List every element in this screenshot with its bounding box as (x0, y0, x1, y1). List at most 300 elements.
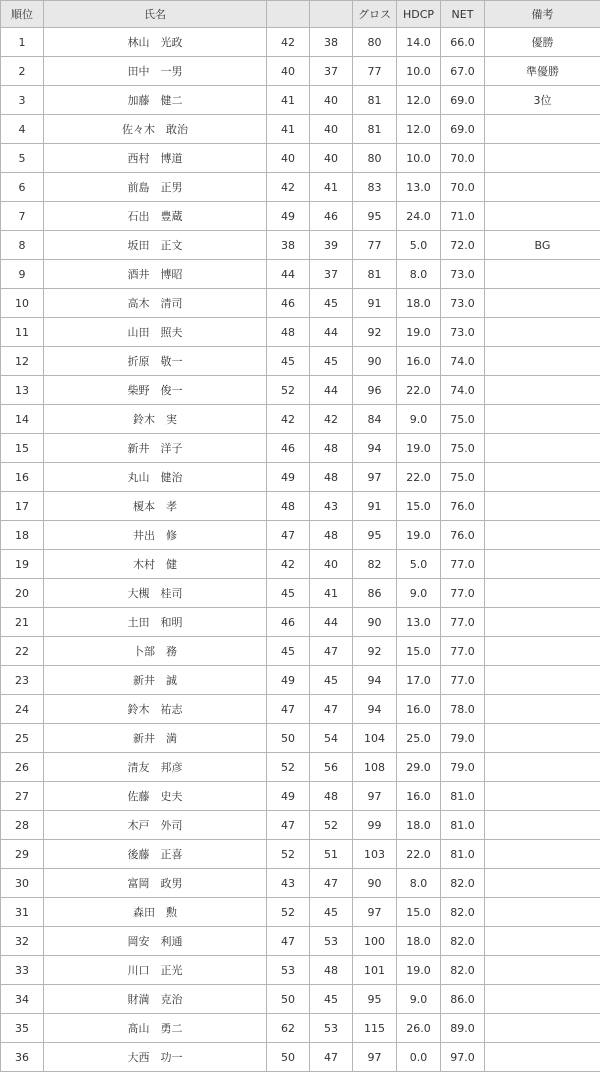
table-row (1, 840, 600, 869)
hdcp-cell: 22.0 (397, 840, 441, 869)
rank-cell: 2 (1, 57, 44, 86)
hdcp-cell: 8.0 (397, 869, 441, 898)
name-cell: 財満 克治 (44, 985, 267, 1014)
table-row (1, 666, 600, 695)
net-cell: 79.0 (441, 724, 485, 753)
hdcp-cell: 17.0 (397, 666, 441, 695)
hdcp-cell: 18.0 (397, 811, 441, 840)
hdcp-cell: 13.0 (397, 173, 441, 202)
in-score-cell: 45 (310, 985, 353, 1014)
rank-cell: 27 (1, 782, 44, 811)
in-score-cell: 38 (310, 28, 353, 57)
net-cell: 89.0 (441, 1014, 485, 1043)
rank-cell: 5 (1, 144, 44, 173)
net-cell: 73.0 (441, 260, 485, 289)
net-cell: 81.0 (441, 840, 485, 869)
out-score-cell: 47 (267, 927, 310, 956)
note-cell (485, 956, 600, 985)
table-row (1, 550, 600, 579)
header-name: 氏名 (44, 1, 267, 28)
gross-cell: 77 (353, 231, 397, 260)
hdcp-cell: 12.0 (397, 86, 441, 115)
in-score-cell: 42 (310, 405, 353, 434)
net-cell: 86.0 (441, 985, 485, 1014)
gross-cell: 92 (353, 637, 397, 666)
net-cell: 72.0 (441, 231, 485, 260)
net-cell: 81.0 (441, 782, 485, 811)
note-cell (485, 1043, 600, 1072)
rank-cell: 18 (1, 521, 44, 550)
table-row (1, 782, 600, 811)
in-score-cell: 45 (310, 289, 353, 318)
out-score-cell: 45 (267, 637, 310, 666)
net-cell: 79.0 (441, 753, 485, 782)
out-score-cell: 62 (267, 1014, 310, 1043)
gross-cell: 82 (353, 550, 397, 579)
rank-cell: 29 (1, 840, 44, 869)
in-score-cell: 44 (310, 608, 353, 637)
note-cell: 準優勝 (485, 57, 600, 86)
hdcp-cell: 22.0 (397, 376, 441, 405)
name-cell: 井出 修 (44, 521, 267, 550)
rank-cell: 23 (1, 666, 44, 695)
hdcp-cell: 10.0 (397, 57, 441, 86)
in-score-cell: 44 (310, 318, 353, 347)
table-row (1, 492, 600, 521)
table-row (1, 434, 600, 463)
table-row (1, 579, 600, 608)
note-cell (485, 985, 600, 1014)
note-cell (485, 1014, 600, 1043)
name-cell: 佐々木 敢治 (44, 115, 267, 144)
note-cell (485, 840, 600, 869)
table-row (1, 347, 600, 376)
rank-cell: 14 (1, 405, 44, 434)
table-row (1, 956, 600, 985)
rank-cell: 32 (1, 927, 44, 956)
name-cell: 山田 照夫 (44, 318, 267, 347)
in-score-cell: 56 (310, 753, 353, 782)
hdcp-cell: 16.0 (397, 782, 441, 811)
gross-cell: 81 (353, 115, 397, 144)
out-score-cell: 41 (267, 115, 310, 144)
hdcp-cell: 9.0 (397, 579, 441, 608)
rank-cell: 24 (1, 695, 44, 724)
net-cell: 73.0 (441, 318, 485, 347)
net-cell: 76.0 (441, 521, 485, 550)
hdcp-cell: 15.0 (397, 492, 441, 521)
note-cell (485, 898, 600, 927)
note-cell: 3位 (485, 86, 600, 115)
rank-cell: 36 (1, 1043, 44, 1072)
table-row (1, 376, 600, 405)
net-cell: 69.0 (441, 86, 485, 115)
gross-cell: 84 (353, 405, 397, 434)
gross-cell: 91 (353, 492, 397, 521)
note-cell (485, 289, 600, 318)
net-cell: 82.0 (441, 869, 485, 898)
out-score-cell: 42 (267, 173, 310, 202)
rank-cell: 15 (1, 434, 44, 463)
gross-cell: 94 (353, 434, 397, 463)
in-score-cell: 47 (310, 869, 353, 898)
net-cell: 81.0 (441, 811, 485, 840)
name-cell: 酒井 博昭 (44, 260, 267, 289)
net-cell: 70.0 (441, 173, 485, 202)
in-score-cell: 52 (310, 811, 353, 840)
rank-cell: 4 (1, 115, 44, 144)
rank-cell: 34 (1, 985, 44, 1014)
note-cell (485, 434, 600, 463)
gross-cell: 95 (353, 985, 397, 1014)
gross-cell: 97 (353, 463, 397, 492)
out-score-cell: 42 (267, 28, 310, 57)
net-cell: 74.0 (441, 347, 485, 376)
out-score-cell: 42 (267, 550, 310, 579)
note-cell (485, 405, 600, 434)
table-row (1, 753, 600, 782)
name-cell: 高木 清司 (44, 289, 267, 318)
table-row (1, 898, 600, 927)
out-score-cell: 41 (267, 86, 310, 115)
net-cell: 82.0 (441, 927, 485, 956)
in-score-cell: 40 (310, 115, 353, 144)
net-cell: 71.0 (441, 202, 485, 231)
table-row (1, 173, 600, 202)
in-score-cell: 47 (310, 637, 353, 666)
name-cell: 鈴木 祐志 (44, 695, 267, 724)
out-score-cell: 40 (267, 144, 310, 173)
rank-cell: 25 (1, 724, 44, 753)
in-score-cell: 39 (310, 231, 353, 260)
out-score-cell: 50 (267, 724, 310, 753)
out-score-cell: 50 (267, 1043, 310, 1072)
hdcp-cell: 18.0 (397, 927, 441, 956)
hdcp-cell: 19.0 (397, 956, 441, 985)
hdcp-cell: 26.0 (397, 1014, 441, 1043)
table-row (1, 144, 600, 173)
out-score-cell: 49 (267, 202, 310, 231)
gross-cell: 90 (353, 869, 397, 898)
gross-cell: 86 (353, 579, 397, 608)
name-cell: 石出 豊蔵 (44, 202, 267, 231)
out-score-cell: 49 (267, 782, 310, 811)
name-cell: 新井 満 (44, 724, 267, 753)
in-score-cell: 41 (310, 173, 353, 202)
hdcp-cell: 9.0 (397, 985, 441, 1014)
name-cell: 大西 功一 (44, 1043, 267, 1072)
name-cell: 川口 正光 (44, 956, 267, 985)
hdcp-cell: 25.0 (397, 724, 441, 753)
gross-cell: 97 (353, 1043, 397, 1072)
table-row (1, 985, 600, 1014)
name-cell: 森田 勲 (44, 898, 267, 927)
name-cell: 大槻 桂司 (44, 579, 267, 608)
note-cell (485, 695, 600, 724)
hdcp-cell: 16.0 (397, 695, 441, 724)
note-cell: BG (485, 231, 600, 260)
gross-cell: 99 (353, 811, 397, 840)
gross-cell: 90 (353, 347, 397, 376)
gross-cell: 92 (353, 318, 397, 347)
rank-cell: 35 (1, 1014, 44, 1043)
name-cell: 鈴木 実 (44, 405, 267, 434)
net-cell: 67.0 (441, 57, 485, 86)
table-row (1, 405, 600, 434)
name-cell: 丸山 健治 (44, 463, 267, 492)
header-net: NET (441, 1, 485, 28)
note-cell (485, 608, 600, 637)
table-header (1, 1, 600, 28)
in-score-cell: 44 (310, 376, 353, 405)
table-row (1, 695, 600, 724)
rank-cell: 13 (1, 376, 44, 405)
table-row (1, 1043, 600, 1072)
rank-cell: 17 (1, 492, 44, 521)
table-body (1, 28, 600, 1072)
in-score-cell: 41 (310, 579, 353, 608)
net-cell: 77.0 (441, 579, 485, 608)
gross-cell: 101 (353, 956, 397, 985)
in-score-cell: 48 (310, 521, 353, 550)
in-score-cell: 48 (310, 782, 353, 811)
table-row (1, 57, 600, 86)
name-cell: 富岡 政男 (44, 869, 267, 898)
net-cell: 75.0 (441, 405, 485, 434)
note-cell (485, 724, 600, 753)
in-score-cell: 37 (310, 57, 353, 86)
in-score-cell: 46 (310, 202, 353, 231)
note-cell (485, 579, 600, 608)
rank-cell: 9 (1, 260, 44, 289)
table-row (1, 318, 600, 347)
table-row (1, 637, 600, 666)
net-cell: 70.0 (441, 144, 485, 173)
in-score-cell: 53 (310, 927, 353, 956)
table-row (1, 86, 600, 115)
out-score-cell: 52 (267, 753, 310, 782)
name-cell: 林山 光政 (44, 28, 267, 57)
in-score-cell: 53 (310, 1014, 353, 1043)
name-cell: 木戸 外司 (44, 811, 267, 840)
out-score-cell: 46 (267, 434, 310, 463)
name-cell: 新井 誠 (44, 666, 267, 695)
out-score-cell: 43 (267, 869, 310, 898)
table-row (1, 811, 600, 840)
out-score-cell: 45 (267, 347, 310, 376)
note-cell (485, 666, 600, 695)
gross-cell: 80 (353, 28, 397, 57)
header-in (310, 1, 353, 28)
gross-cell: 91 (353, 289, 397, 318)
header-row (1, 1, 600, 28)
note-cell (485, 347, 600, 376)
net-cell: 77.0 (441, 666, 485, 695)
out-score-cell: 42 (267, 405, 310, 434)
hdcp-cell: 8.0 (397, 260, 441, 289)
name-cell: 加藤 健二 (44, 86, 267, 115)
header-rank: 順位 (1, 1, 44, 28)
name-cell: 佐藤 史夫 (44, 782, 267, 811)
note-cell (485, 492, 600, 521)
in-score-cell: 48 (310, 956, 353, 985)
name-cell: 柴野 俊一 (44, 376, 267, 405)
hdcp-cell: 14.0 (397, 28, 441, 57)
hdcp-cell: 18.0 (397, 289, 441, 318)
hdcp-cell: 19.0 (397, 318, 441, 347)
note-cell (485, 927, 600, 956)
out-score-cell: 47 (267, 695, 310, 724)
rank-cell: 3 (1, 86, 44, 115)
hdcp-cell: 19.0 (397, 434, 441, 463)
gross-cell: 77 (353, 57, 397, 86)
out-score-cell: 52 (267, 840, 310, 869)
net-cell: 78.0 (441, 695, 485, 724)
in-score-cell: 47 (310, 1043, 353, 1072)
rank-cell: 28 (1, 811, 44, 840)
net-cell: 75.0 (441, 463, 485, 492)
net-cell: 74.0 (441, 376, 485, 405)
rank-cell: 6 (1, 173, 44, 202)
in-score-cell: 48 (310, 463, 353, 492)
net-cell: 97.0 (441, 1043, 485, 1072)
table-row (1, 260, 600, 289)
table-row (1, 608, 600, 637)
out-score-cell: 44 (267, 260, 310, 289)
rank-cell: 33 (1, 956, 44, 985)
name-cell: 卜部 務 (44, 637, 267, 666)
note-cell: 優勝 (485, 28, 600, 57)
header-hdcp: HDCP (397, 1, 441, 28)
name-cell: 髙山 勇二 (44, 1014, 267, 1043)
net-cell: 82.0 (441, 898, 485, 927)
gross-cell: 100 (353, 927, 397, 956)
net-cell: 77.0 (441, 608, 485, 637)
in-score-cell: 43 (310, 492, 353, 521)
hdcp-cell: 15.0 (397, 637, 441, 666)
rank-cell: 11 (1, 318, 44, 347)
gross-cell: 81 (353, 260, 397, 289)
out-score-cell: 47 (267, 811, 310, 840)
gross-cell: 80 (353, 144, 397, 173)
name-cell: 土田 和明 (44, 608, 267, 637)
out-score-cell: 40 (267, 57, 310, 86)
table-row (1, 289, 600, 318)
net-cell: 82.0 (441, 956, 485, 985)
table-row (1, 463, 600, 492)
hdcp-cell: 5.0 (397, 550, 441, 579)
header-note: 備考 (485, 1, 600, 28)
in-score-cell: 54 (310, 724, 353, 753)
in-score-cell: 37 (310, 260, 353, 289)
out-score-cell: 46 (267, 289, 310, 318)
rank-cell: 1 (1, 28, 44, 57)
name-cell: 木村 健 (44, 550, 267, 579)
name-cell: 後藤 正喜 (44, 840, 267, 869)
note-cell (485, 318, 600, 347)
rank-cell: 12 (1, 347, 44, 376)
table-row (1, 521, 600, 550)
note-cell (485, 550, 600, 579)
hdcp-cell: 13.0 (397, 608, 441, 637)
in-score-cell: 45 (310, 666, 353, 695)
note-cell (485, 782, 600, 811)
hdcp-cell: 9.0 (397, 405, 441, 434)
net-cell: 69.0 (441, 115, 485, 144)
note-cell (485, 115, 600, 144)
gross-cell: 96 (353, 376, 397, 405)
table-row (1, 724, 600, 753)
note-cell (485, 144, 600, 173)
rank-cell: 19 (1, 550, 44, 579)
gross-cell: 108 (353, 753, 397, 782)
table-row (1, 231, 600, 260)
out-score-cell: 50 (267, 985, 310, 1014)
table-row (1, 115, 600, 144)
net-cell: 73.0 (441, 289, 485, 318)
out-score-cell: 48 (267, 492, 310, 521)
rank-cell: 8 (1, 231, 44, 260)
name-cell: 榎本 孝 (44, 492, 267, 521)
header-out (267, 1, 310, 28)
gross-cell: 95 (353, 521, 397, 550)
in-score-cell: 51 (310, 840, 353, 869)
name-cell: 西村 博道 (44, 144, 267, 173)
hdcp-cell: 19.0 (397, 521, 441, 550)
name-cell: 田中 一男 (44, 57, 267, 86)
out-score-cell: 48 (267, 318, 310, 347)
note-cell (485, 811, 600, 840)
rank-cell: 22 (1, 637, 44, 666)
gross-cell: 115 (353, 1014, 397, 1043)
hdcp-cell: 5.0 (397, 231, 441, 260)
hdcp-cell: 22.0 (397, 463, 441, 492)
gross-cell: 94 (353, 695, 397, 724)
hdcp-cell: 12.0 (397, 115, 441, 144)
gross-cell: 81 (353, 86, 397, 115)
note-cell (485, 753, 600, 782)
out-score-cell: 49 (267, 666, 310, 695)
note-cell (485, 521, 600, 550)
net-cell: 76.0 (441, 492, 485, 521)
note-cell (485, 869, 600, 898)
note-cell (485, 463, 600, 492)
net-cell: 77.0 (441, 550, 485, 579)
note-cell (485, 376, 600, 405)
gross-cell: 83 (353, 173, 397, 202)
out-score-cell: 52 (267, 898, 310, 927)
rank-cell: 30 (1, 869, 44, 898)
net-cell: 75.0 (441, 434, 485, 463)
hdcp-cell: 15.0 (397, 898, 441, 927)
hdcp-cell: 24.0 (397, 202, 441, 231)
hdcp-cell: 29.0 (397, 753, 441, 782)
in-score-cell: 40 (310, 86, 353, 115)
gross-cell: 97 (353, 898, 397, 927)
name-cell: 新井 洋子 (44, 434, 267, 463)
net-cell: 66.0 (441, 28, 485, 57)
gross-cell: 95 (353, 202, 397, 231)
out-score-cell: 38 (267, 231, 310, 260)
gross-cell: 90 (353, 608, 397, 637)
hdcp-cell: 10.0 (397, 144, 441, 173)
in-score-cell: 48 (310, 434, 353, 463)
rank-cell: 31 (1, 898, 44, 927)
in-score-cell: 40 (310, 144, 353, 173)
table-row (1, 202, 600, 231)
note-cell (485, 173, 600, 202)
name-cell: 清友 邦彦 (44, 753, 267, 782)
